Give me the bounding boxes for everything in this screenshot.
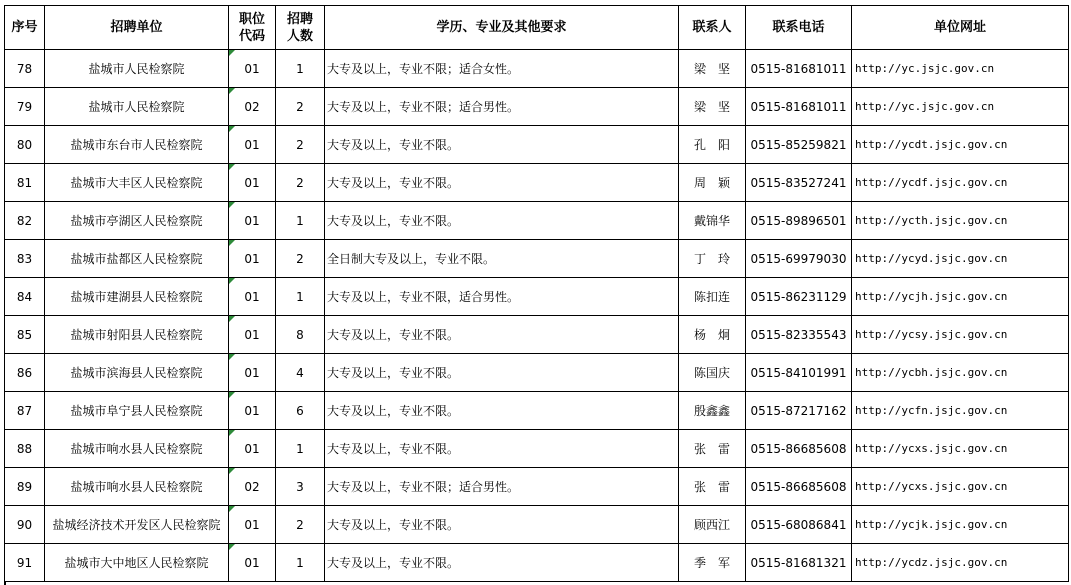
cell-contact: 季 军 [679,544,746,582]
cell-phone: 0515-68086841 [746,506,852,544]
header-code-line2: 代码 [238,28,265,44]
cell-url: http://ycxs.jsjc.gov.cn [852,430,1069,468]
cell-seq: 82 [5,202,45,240]
cell-phone: 0515-83527241 [746,164,852,202]
header-requirements: 学历、专业及其他要求 [325,6,679,50]
table-row [5,164,1069,202]
table-row [5,354,1069,392]
cell-seq: 91 [5,544,45,582]
cell-seq: 79 [5,88,45,126]
cell-url: http://yc.jsjc.gov.cn [852,50,1069,88]
cell-unit: 盐城市大丰区人民检察院 [45,164,229,202]
table-row [5,88,1069,126]
cell-unit: 盐城经济技术开发区人民检察院 [45,506,229,544]
cell-phone: 0515-89896501 [746,202,852,240]
cell-unit: 盐城市亭湖区人民检察院 [45,202,229,240]
cell-count: 1 [276,50,325,88]
table-row [5,316,1069,354]
cell-requirements: 大专及以上，专业不限；适合男性。 [325,468,679,506]
table-row [5,430,1069,468]
cell-seq: 83 [5,240,45,278]
cell-code: 01 [229,354,276,392]
cell-url: http://ycbh.jsjc.gov.cn [852,354,1069,392]
cell-phone: 0515-87217162 [746,392,852,430]
header-url: 单位网址 [852,6,1069,50]
cell-seq: 81 [5,164,45,202]
cell-contact: 张 雷 [679,430,746,468]
cell-code: 01 [229,506,276,544]
cell-contact: 陈国庆 [679,354,746,392]
cell-contact: 张 雷 [679,468,746,506]
recruitment-table [4,5,1069,582]
cell-contact: 周 颖 [679,164,746,202]
cell-count: 1 [276,544,325,582]
cell-url: http://ycdf.jsjc.gov.cn [852,164,1069,202]
cell-unit: 盐城市大中地区人民检察院 [45,544,229,582]
header-code [229,6,276,50]
table-row [5,126,1069,164]
header-contact: 联系人 [679,6,746,50]
cell-unit: 盐城市东台市人民检察院 [45,126,229,164]
cell-requirements: 大专及以上，专业不限；适合女性。 [325,50,679,88]
cell-unit: 盐城市响水县人民检察院 [45,468,229,506]
cell-requirements: 大专及以上，专业不限；适合男性。 [325,88,679,126]
cell-count: 1 [276,430,325,468]
cell-url: http://ycdz.jsjc.gov.cn [852,544,1069,582]
cell-requirements: 大专及以上，专业不限。 [325,202,679,240]
cell-requirements: 大专及以上，专业不限。 [325,506,679,544]
cell-seq: 80 [5,126,45,164]
cell-requirements: 大专及以上，专业不限。 [325,316,679,354]
cell-contact: 杨 炯 [679,316,746,354]
cell-phone: 0515-69979030 [746,240,852,278]
cell-url: http://ycyd.jsjc.gov.cn [852,240,1069,278]
table-row [5,50,1069,88]
cell-seq: 87 [5,392,45,430]
cell-requirements: 大专及以上，专业不限。 [325,544,679,582]
cell-unit: 盐城市阜宁县人民检察院 [45,392,229,430]
cell-code: 01 [229,50,276,88]
cell-requirements: 大专及以上，专业不限，适合男性。 [325,278,679,316]
cell-url: http://ycjk.jsjc.gov.cn [852,506,1069,544]
table-row [5,202,1069,240]
cell-phone: 0515-86685608 [746,468,852,506]
header-code-line1: 职位 [238,11,265,27]
cell-count: 2 [276,126,325,164]
cell-unit: 盐城市人民检察院 [45,50,229,88]
cell-seq: 86 [5,354,45,392]
header-count [276,6,325,50]
header-count-line1: 招聘 [286,11,313,27]
cell-code: 01 [229,430,276,468]
table-row [5,240,1069,278]
cell-requirements: 大专及以上，专业不限。 [325,126,679,164]
cell-count: 1 [276,278,325,316]
cell-contact: 孔 阳 [679,126,746,164]
cell-requirements: 全日制大专及以上，专业不限。 [325,240,679,278]
cell-url: http://ycxs.jsjc.gov.cn [852,468,1069,506]
header-seq: 序号 [5,6,45,50]
cell-seq: 89 [5,468,45,506]
cell-url: http://ycth.jsjc.gov.cn [852,202,1069,240]
cell-unit: 盐城市建湖县人民检察院 [45,278,229,316]
cell-code: 02 [229,88,276,126]
cell-unit: 盐城市射阳县人民检察院 [45,316,229,354]
cell-code: 02 [229,468,276,506]
cell-unit: 盐城市响水县人民检察院 [45,430,229,468]
table-row [5,544,1069,582]
cell-phone: 0515-81681011 [746,88,852,126]
cell-url: http://ycdt.jsjc.gov.cn [852,126,1069,164]
cell-requirements: 大专及以上，专业不限。 [325,430,679,468]
cell-count: 2 [276,164,325,202]
cell-seq: 88 [5,430,45,468]
cell-seq: 90 [5,506,45,544]
cell-url: http://ycsy.jsjc.gov.cn [852,316,1069,354]
cell-contact: 陈扣连 [679,278,746,316]
cell-code: 01 [229,164,276,202]
table-row [5,278,1069,316]
cell-requirements: 大专及以上，专业不限。 [325,164,679,202]
cell-code: 01 [229,544,276,582]
cell-unit: 盐城市人民检察院 [45,88,229,126]
cell-count: 2 [276,88,325,126]
header-phone: 联系电话 [746,6,852,50]
cell-url: http://ycfn.jsjc.gov.cn [852,392,1069,430]
cell-phone: 0515-84101991 [746,354,852,392]
cell-phone: 0515-82335543 [746,316,852,354]
cell-seq: 84 [5,278,45,316]
cell-count: 1 [276,202,325,240]
cell-contact: 殷鑫鑫 [679,392,746,430]
cell-requirements: 大专及以上，专业不限。 [325,392,679,430]
cell-code: 01 [229,126,276,164]
table-row [5,392,1069,430]
cell-seq: 85 [5,316,45,354]
header-unit: 招聘单位 [45,6,229,50]
cell-count: 2 [276,506,325,544]
cell-contact: 顾西江 [679,506,746,544]
cell-contact: 戴锦华 [679,202,746,240]
cell-phone: 0515-81681011 [746,50,852,88]
cell-code: 01 [229,278,276,316]
cell-contact: 梁 坚 [679,88,746,126]
cell-contact: 丁 玲 [679,240,746,278]
cell-count: 8 [276,316,325,354]
cell-count: 3 [276,468,325,506]
cell-count: 2 [276,240,325,278]
cell-code: 01 [229,240,276,278]
cell-phone: 0515-86231129 [746,278,852,316]
cell-contact: 梁 坚 [679,50,746,88]
cell-count: 4 [276,354,325,392]
cell-requirements: 大专及以上，专业不限。 [325,354,679,392]
cell-code: 01 [229,392,276,430]
cell-url: http://yc.jsjc.gov.cn [852,88,1069,126]
cell-phone: 0515-86685608 [746,430,852,468]
cell-phone: 0515-81681321 [746,544,852,582]
table-row [5,468,1069,506]
cell-count: 6 [276,392,325,430]
cell-unit: 盐城市滨海县人民检察院 [45,354,229,392]
cell-url: http://ycjh.jsjc.gov.cn [852,278,1069,316]
header-count-line2: 人数 [286,28,313,44]
header-row [5,6,1069,50]
cell-unit: 盐城市盐都区人民检察院 [45,240,229,278]
cell-seq: 78 [5,50,45,88]
table-row [5,506,1069,544]
cell-code: 01 [229,202,276,240]
cell-phone: 0515-85259821 [746,126,852,164]
cell-code: 01 [229,316,276,354]
